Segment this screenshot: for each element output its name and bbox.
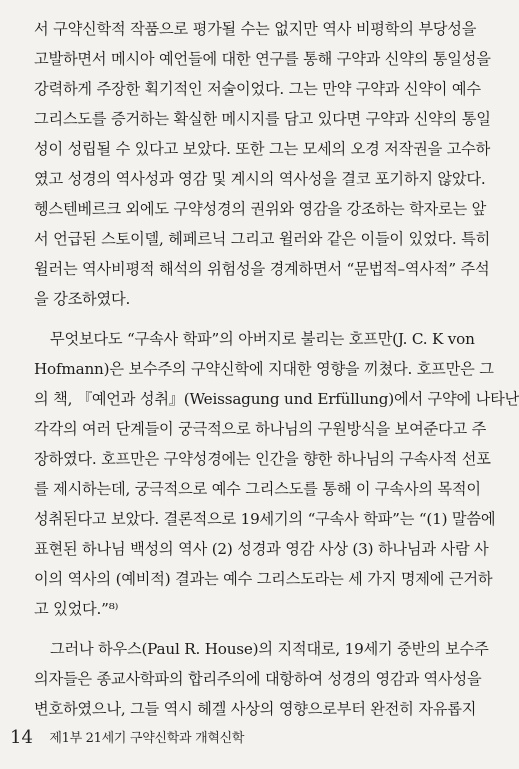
text-line: 변호하였으나, 그들 역시 헤겔 사상의 영향으로부터 완전히 자유롭지 xyxy=(34,700,477,718)
text-line: 표현된 하나님 백성의 역사 (2) 성경과 영감 사상 (3) 하나님과 사람 사 xyxy=(34,540,489,558)
text-line: 헹스텐베르크 외에도 구약성경의 권위와 영감을 강조하는 학자로는 앞 xyxy=(34,200,487,218)
text-line: 각각의 여러 단계들이 궁극적으로 하나님의 구원방식을 보여준다고 주 xyxy=(34,420,487,438)
text-line: 서 언급된 스토이델, 헤페르닉 그리고 윌러와 같은 이들이 있었다. 특히 xyxy=(34,230,491,248)
page-number: 14 xyxy=(10,727,33,748)
text-line: 였고 성경의 역사성과 영감 및 계시의 역사성을 결코 포기하지 않았다. xyxy=(34,170,486,188)
paragraph-1 xyxy=(34,14,491,314)
text-line: 성취된다고 보았다. 결론적으로 19세기의 “구속사 학파”는 “(1) 말씀에 xyxy=(34,510,496,528)
text-line: 성이 성립될 수 있다고 보았다. 또한 그는 모세의 오경 저작권을 고수하 xyxy=(34,140,491,158)
text-line: 그러나 하우스(Paul R. House)의 지적대로, 19세기 중반의 보수주 xyxy=(50,640,489,658)
text-line: 의자들은 종교사학파의 합리주의에 대항하여 성경의 영감과 역사성을 xyxy=(34,670,482,688)
text-line: 을 강조하였다. xyxy=(34,290,131,308)
text-line: 고 있었다.”⁸⁾ xyxy=(34,600,119,618)
paragraph-gap xyxy=(34,314,454,324)
text-line: 무엇보다도 “구속사 학파”의 아버지로 불리는 호프만(J. C. K von xyxy=(50,330,475,348)
running-title: 제1부 21세기 구약신학과 개혁신학 xyxy=(49,731,245,746)
text-line: 의 책, 『예언과 성취』(Weissagung und Erfüllung)에서 구약에 나타난 xyxy=(34,390,519,408)
paragraph-3 xyxy=(34,634,489,724)
body-text xyxy=(34,14,519,724)
text-line: 고발하면서 메시아 예언들에 대한 연구를 통해 구약과 신약의 통일성을 xyxy=(34,50,491,68)
text-line: 그리스도를 증거하는 확실한 메시지를 담고 있다면 구약과 신약의 통일 xyxy=(34,110,491,128)
page-footer xyxy=(10,727,244,748)
text-line: 를 제시하는데, 궁극적으로 예수 그리스도를 통해 이 구속사의 목적이 xyxy=(34,480,481,498)
text-line: 강력하게 주장한 획기적인 저술이었다. 그는 만약 구약과 신약이 예수 xyxy=(34,80,481,98)
text-line: Hofmann)은 보수주의 구약신학에 지대한 영향을 끼쳤다. 호프만은 그 xyxy=(34,360,494,378)
paragraph-gap xyxy=(34,624,454,634)
text-line: 장하였다. 호프만은 구약성경에는 인간을 향한 하나님의 구속사적 선포 xyxy=(34,450,491,468)
text-line: 윌러는 역사비평적 해석의 위험성을 경계하면서 “문법적–역사적” 주석 xyxy=(34,260,490,278)
paragraph-2 xyxy=(34,324,519,624)
text-line: 서 구약신학적 작품으로 평가될 수는 없지만 역사 비평학의 부당성을 xyxy=(34,20,477,38)
text-line: 이의 역사의 (예비적) 결과는 예수 그리스도라는 세 가지 명제에 근거하 xyxy=(34,570,493,588)
